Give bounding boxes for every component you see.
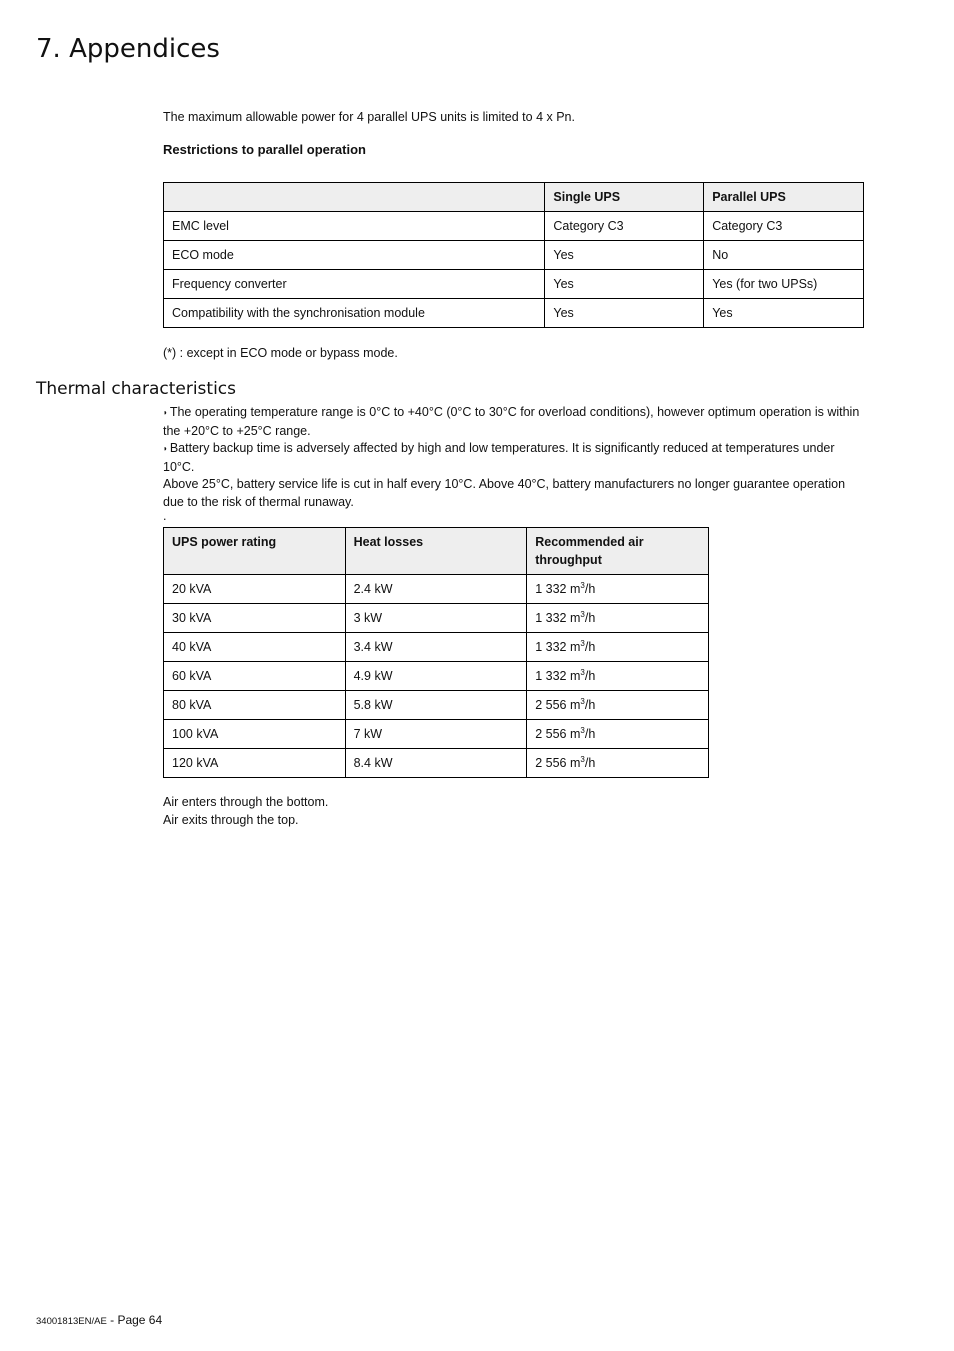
table-cell: 20 kVA	[164, 575, 346, 604]
table-row	[164, 575, 709, 604]
chapter-title: 7. Appendices	[36, 34, 220, 64]
unit-exponent: 3	[580, 754, 585, 764]
doc-reference: 34001813EN/AE	[36, 1316, 107, 1327]
table-cell	[527, 662, 709, 691]
throughput-value: 1 332	[535, 582, 567, 596]
bullet-item	[163, 404, 865, 440]
table-cell	[527, 720, 709, 749]
unit-suffix: /h	[584, 756, 596, 770]
table-cell: 120 kVA	[164, 749, 346, 778]
thermal-table-body	[164, 575, 709, 778]
parallel-operation-table	[163, 182, 864, 328]
footnote: (*) : except in ECO mode or bypass mode.	[163, 346, 398, 360]
table-cell: 4.9 kW	[345, 662, 527, 691]
table-header-cell: Recommended air throughput	[527, 528, 709, 575]
throughput-value: 2 556	[535, 698, 567, 712]
stray-dot: .	[163, 509, 167, 523]
table-cell: 100 kVA	[164, 720, 346, 749]
bullet-text: The operating temperature range is 0°C to +40°C (0°C to 30°C for overload conditions), however optimum operation is within the +20°C to +25°C range.	[163, 405, 860, 438]
table-cell: 3 kW	[345, 604, 527, 633]
table-row	[164, 270, 864, 299]
table-header-row	[164, 183, 864, 212]
throughput-value: 1 332	[535, 611, 567, 625]
bullet-text: Battery backup time is adversely affected by high and low temperatures. It is significantly reduced at temperatures under 10°C.	[163, 441, 835, 474]
throughput-value: 1 332	[535, 640, 567, 654]
page-number: - Page 64	[106, 1313, 163, 1327]
unit-prefix: m	[566, 756, 581, 770]
table-cell: Yes	[545, 241, 704, 270]
unit-suffix: /h	[584, 727, 596, 741]
table-cell: 8.4 kW	[345, 749, 527, 778]
throughput-value: 2 556	[535, 727, 567, 741]
table-row	[164, 691, 709, 720]
bullet-icon: ◗	[163, 444, 168, 453]
unit-exponent: 3	[580, 725, 585, 735]
table-cell: Yes	[545, 270, 704, 299]
page-footer	[36, 1313, 162, 1327]
table-cell: 60 kVA	[164, 662, 346, 691]
table-cell: Frequency converter	[164, 270, 545, 299]
table-cell: EMC level	[164, 212, 545, 241]
throughput-value: 1 332	[535, 669, 567, 683]
table-cell	[527, 691, 709, 720]
table-cell	[527, 633, 709, 662]
table-cell: Category C3	[545, 212, 704, 241]
unit-suffix: /h	[584, 698, 596, 712]
unit-suffix: /h	[584, 640, 596, 654]
table-cell: 5.8 kW	[345, 691, 527, 720]
table-cell: Yes (for two UPSs)	[704, 270, 864, 299]
air-notes	[163, 794, 328, 829]
unit-prefix: m	[566, 698, 581, 712]
table-row	[164, 604, 709, 633]
intro-text: The maximum allowable power for 4 parallel UPS units is limited to 4 x Pn.	[163, 110, 575, 124]
section-title: Thermal characteristics	[36, 379, 236, 399]
table-cell: Yes	[704, 299, 864, 328]
table-header-row	[164, 528, 709, 575]
table-cell	[527, 575, 709, 604]
table-cell: ECO mode	[164, 241, 545, 270]
unit-prefix: m	[566, 611, 581, 625]
table-header-cell: UPS power rating	[164, 528, 346, 575]
air-note: Air exits through the top.	[163, 812, 299, 827]
unit-exponent: 3	[580, 667, 585, 677]
table-header-cell	[164, 183, 545, 212]
throughput-value: 2 556	[535, 756, 567, 770]
unit-exponent: 3	[580, 609, 585, 619]
restrictions-heading: Restrictions to parallel operation	[163, 142, 366, 157]
table-cell	[527, 604, 709, 633]
unit-suffix: /h	[584, 611, 596, 625]
table-cell: No	[704, 241, 864, 270]
unit-suffix: /h	[584, 669, 596, 683]
table-row	[164, 212, 864, 241]
bullet-icon: ◗	[163, 408, 168, 417]
bullet-item	[163, 440, 865, 476]
table-cell	[527, 749, 709, 778]
air-note: Air enters through the bottom.	[163, 795, 329, 809]
table-cell: 30 kVA	[164, 604, 346, 633]
table-cell: 7 kW	[345, 720, 527, 749]
table-row	[164, 749, 709, 778]
thermal-text-block	[163, 404, 865, 521]
table-cell: Compatibility with the synchronisation module	[164, 299, 545, 328]
table-header-cell: Single UPS	[545, 183, 704, 212]
table-cell: 80 kVA	[164, 691, 346, 720]
table-cell: Yes	[545, 299, 704, 328]
table-cell: 3.4 kW	[345, 633, 527, 662]
unit-exponent: 3	[580, 580, 585, 590]
unit-prefix: m	[566, 640, 581, 654]
table-row	[164, 241, 864, 270]
thermal-paragraph: Above 25°C, battery service life is cut in half every 10°C. Above 40°C, battery manufacturers no longer guarantee operation due to the risk of thermal runaway.	[163, 477, 846, 509]
table-row	[164, 720, 709, 749]
unit-prefix: m	[566, 582, 581, 596]
table-cell: Category C3	[704, 212, 864, 241]
unit-exponent: 3	[580, 696, 585, 706]
thermal-table	[163, 527, 709, 778]
unit-prefix: m	[566, 669, 581, 683]
table-row	[164, 299, 864, 328]
table-header-cell: Parallel UPS	[704, 183, 864, 212]
unit-suffix: /h	[584, 582, 596, 596]
unit-prefix: m	[566, 727, 581, 741]
table-row	[164, 633, 709, 662]
table-header-cell: Heat losses	[345, 528, 527, 575]
table-cell: 2.4 kW	[345, 575, 527, 604]
unit-exponent: 3	[580, 638, 585, 648]
table-row	[164, 662, 709, 691]
table-cell: 40 kVA	[164, 633, 346, 662]
